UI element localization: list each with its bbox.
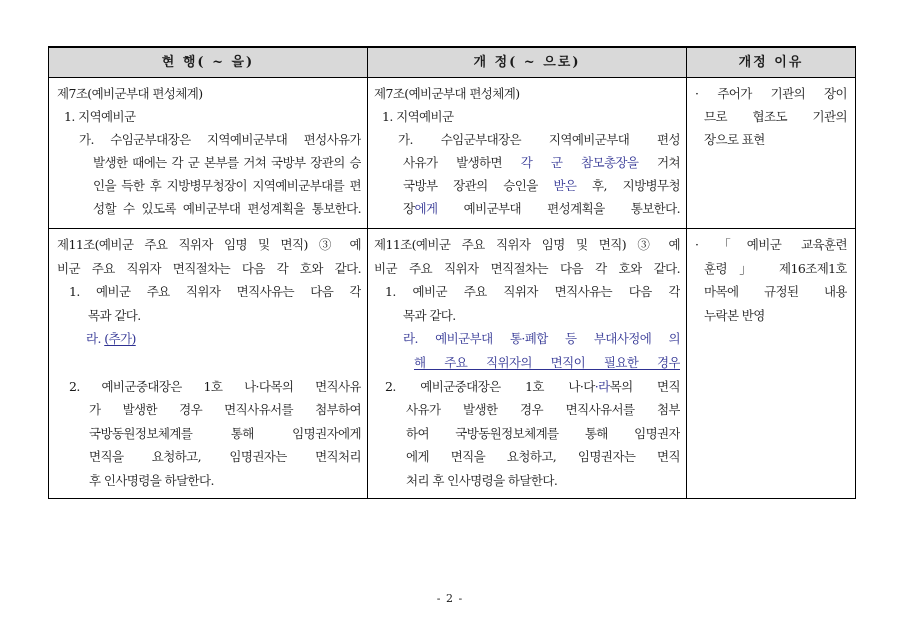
text-line: 목과 같다.	[88, 307, 141, 323]
text-segment: 목의 면직	[609, 378, 680, 394]
text-line: 면직을 요청하고, 임명권자는 면직처리	[89, 449, 361, 465]
reason-bullet-line: · 주어가 기관의 장이	[695, 86, 847, 101]
text-line: 2. 예비군중대장은 1호 나·다목의 면직사유	[69, 378, 361, 394]
text-segment: 국방부 장관의 승인을	[403, 178, 554, 193]
revised-text-cell	[368, 78, 687, 229]
text-line: 비군 주요 직위자 면직절차는 다음 각 호와 같다.	[374, 260, 680, 276]
text-line: 누락본 반영	[704, 307, 765, 323]
article-heading: 제11조(예비군 주요 직위자 임명 및 면직) ③ 예	[57, 237, 361, 252]
text-line: 비군 주요 직위자 면직절차는 다음 각 호와 같다.	[57, 260, 361, 276]
text-line: 가. 수임군부대장은 지역예비군부대 편성	[398, 132, 680, 147]
added-marker: (추가)	[104, 331, 136, 347]
text-line: 후 인사명령을 하달한다.	[89, 472, 214, 488]
reason-cell	[687, 78, 856, 229]
cell-content	[49, 229, 367, 498]
revision-text-underlined: 해 주요 직위자의 면직이 필요한 경우	[414, 354, 680, 370]
cell-content	[368, 78, 686, 228]
comparison-table	[48, 46, 856, 499]
text-line: 마목에 규정된 내용	[704, 284, 847, 300]
header-row	[49, 47, 856, 78]
header-current-label: 현 행( ~ 을)	[161, 55, 255, 70]
text-segment: 후, 지방병무청	[576, 178, 680, 193]
text-line: 가. 수임군부대장은 지역예비군부대 편성사유가	[79, 132, 361, 147]
page-number: - 2 -	[436, 592, 464, 605]
revision-text: 받은	[553, 178, 577, 193]
text-segment: 2. 예비군중대장은 1호 나·다	[385, 378, 595, 394]
header-current	[49, 47, 368, 78]
text-line	[374, 174, 680, 197]
reason-bullet-line: · 「예비군 교육훈련	[695, 237, 847, 252]
revision-text: 에게	[414, 201, 438, 216]
revised-text-cell	[368, 229, 687, 499]
revision-text: 라. 예비군부대 통·폐합 등 부대사정에 의	[403, 331, 680, 347]
current-text-cell	[49, 78, 368, 229]
text-segment: 사유가 발생하면	[403, 155, 521, 170]
blank-line	[57, 351, 361, 375]
text-line: 장으로 표현	[704, 132, 765, 147]
header-reason-label: 개정 이유	[738, 55, 804, 70]
text-line: 1. 예비군 주요 직위자 면직사유는 다음 각	[69, 284, 361, 300]
header-revised	[368, 47, 687, 78]
cell-content	[368, 229, 686, 498]
text-line	[57, 327, 361, 351]
cell-content	[49, 78, 367, 228]
text-line: 목과 같다.	[403, 307, 456, 323]
revision-text: 각 군 참모총장을	[520, 155, 639, 170]
text-segment: 예비군부대 편성계획을 통보한다.	[437, 201, 680, 216]
table-row-article-7	[49, 78, 856, 229]
article-heading: 제7조(예비군부대 편성체계)	[374, 86, 520, 101]
text-segment: 거쳐	[638, 155, 680, 170]
revision-text: ·라	[594, 378, 610, 394]
text-line: 하여 국방동원정보체계를 통해 임명권자	[406, 425, 680, 441]
text-line: 훈령」 제16조제1호	[704, 260, 847, 276]
text-line: 인을 득한 후 지방병무청장이 지역예비군부대를 편	[93, 178, 361, 193]
text-line: 1. 지역예비군	[64, 109, 136, 124]
revision-text: 라.	[86, 331, 105, 347]
text-line: 에게 면직을 요청하고, 임명권자는 면직	[406, 449, 680, 465]
text-line: 1. 예비군 주요 직위자 면직사유는 다음 각	[385, 284, 680, 300]
header-revised-label: 개 정( ~ 으로)	[473, 55, 581, 70]
text-line: 1. 지역예비군	[382, 109, 454, 124]
text-line: 처리 후 인사명령을 하달한다.	[406, 472, 558, 488]
current-text-cell	[49, 229, 368, 499]
text-line	[374, 151, 680, 174]
cell-content	[687, 78, 855, 228]
text-line: 발생한 때에는 각 군 본부를 거쳐 국방부 장관의 승	[93, 155, 361, 170]
revision-text	[374, 351, 680, 375]
text-line: 사유가 발생한 경우 면직사유서를 첨부	[406, 402, 680, 418]
reason-cell	[687, 229, 856, 499]
text-segment: 장	[403, 201, 415, 216]
text-line	[374, 375, 680, 399]
text-line: 므로 협조도 기관의	[704, 109, 847, 124]
article-heading: 제11조(예비군 주요 직위자 임명 및 면직) ③ 예	[374, 237, 680, 252]
text-line: 성할 수 있도록 예비군부대 편성계획을 통보한다.	[93, 201, 361, 216]
header-reason	[687, 47, 856, 78]
text-line: 국방동원정보체계를 통해 임명권자에게	[89, 425, 361, 441]
article-heading: 제7조(예비군부대 편성체계)	[57, 86, 203, 101]
cell-content	[687, 229, 855, 498]
table-row-article-11	[49, 229, 856, 499]
text-line: 가 발생한 경우 면직사유서를 첨부하여	[89, 402, 361, 418]
text-line	[374, 197, 680, 220]
